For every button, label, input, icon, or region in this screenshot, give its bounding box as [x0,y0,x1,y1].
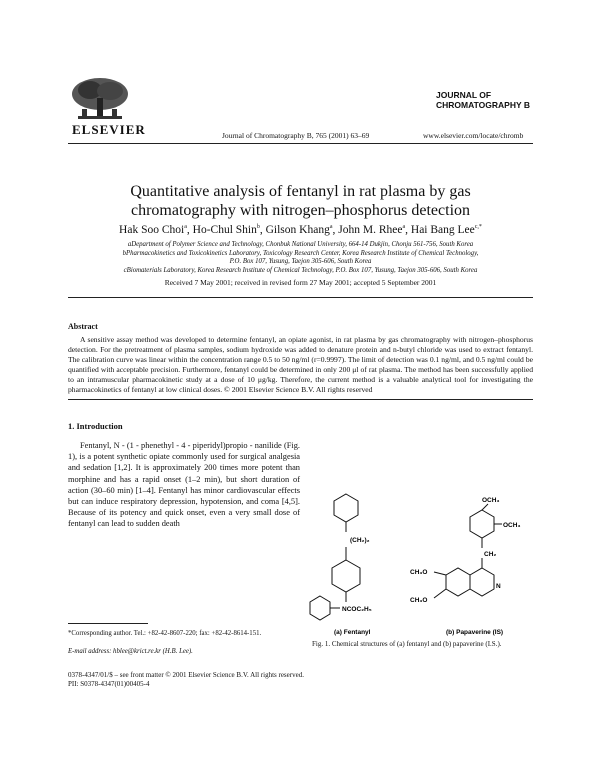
abstract-top-divider [68,297,533,298]
group-n: N [496,583,501,590]
elsevier-tree-logo [68,76,132,122]
author-name: Gilson Khang [265,224,330,236]
header-divider [68,143,533,144]
journal-name [436,90,556,110]
group-ch3o-lower: CH₃O [410,597,428,604]
author-affil-marker: b [256,224,260,231]
email-footnote: E-mail address: hblee@krict.re.kr (H.B. Lee). [68,648,193,655]
author-list: Hak Soo Choi$^a$, Ho-Chul Shin$^b$, Gilson Khang$^a$, John M. Rhee$^a$, Hai Bang Lee$^{c,*}$ [119,224,482,236]
figure-label-fentanyl: (a) Fentanyl [334,629,371,636]
author-affil-marker: c,* [474,224,482,231]
group-ch2-2: (CH₂)₂ [350,537,370,544]
journal-citation: Journal of Chromatography B, 765 (2001) 63–69 [222,131,370,140]
group-ch3o-upper: CH₃O [410,569,428,576]
front-matter-line1: 0378-4347/01/$ – see front matter © 2001 Elsevier Science B.V. All rights reserved. [68,671,304,679]
group-ncoc2h5: NCOC₂H₅ [342,606,372,613]
journal-url[interactable]: www.elsevier.com/locate/chromb [423,131,524,140]
group-ch2: CH₂ [484,551,497,558]
article-title [68,182,533,220]
affiliation-b: bPharmacokinetics and Toxicokinetics Laboratory, Toxicology Research Center, Korea Research Institute of Chemical Technology, [122,250,479,257]
figure-label-papaverine: (b) Papaverine (IS) [446,629,504,636]
abstract-bottom-divider [68,399,533,400]
introduction-body: Fentanyl, N - (1 - phenethyl - 4 - piperidyl)propio - nanilide (Fig. 1), is a potent synthetic opiate commonly used for surgical analgesia and sedation [1,2]. It is approximately 200 times more potent than morphine and has a rapid onset (1–2 min), but short duration of action (30–60 min) [1–4]. Fentanyl has minor cardiovascular effects but can induce respiratory depression, hypotension, and coma [4,5]. Because of its potency and quick onset, even a very small dose of fentanyl can lead to sudden death [68,441,300,529]
journal-name-line2: CHROMATOGRAPHY B [436,100,530,110]
front-matter-pii: PII: S0378-4347(01)00405-4 [68,680,150,688]
author-affil-marker: a [402,224,406,231]
received-dates: Received 7 May 2001; received in revised form 27 May 2001; accepted 5 September 2001 [164,278,437,287]
title-line1: Quantitative analysis of fentanyl in rat plasma by gas [130,183,471,200]
abstract-heading: Abstract [68,322,98,331]
title-line2: chromatography with nitrogen–phosphorus detection [130,202,471,219]
footnote-divider [68,623,148,624]
fentanyl-structure [310,494,360,620]
abstract-body: A sensitive assay method was developed to determine fentanyl, an opiate agonist, in rat plasma by gas chromatography with nitrogen–phosphorus detection. For the pretreatment of plasma samples, sodium hydroxide was added to denature protein and n-butyl chloride was used to extract fentanyl. The calibration curve was linear within the concentration range 0.5 to 50 ng/ml (r=0.9997). The limit of detection was 0.1 ng/ml, and 0.5 ng/ml could be quantified with acceptable precision. Furthermore, fentanyl could be determined in only 200 μl of rat plasma. The method has been successfully applied to an intramuscular pharmacokinetic study at a dose of 10 μg/kg. Therefore, the current method is a valuable analytical tool for investigating the pharmacokinetics of fentanyl at low clinical doses. © 2001 Elsevier Science B.V. All rights reserved [68,335,533,395]
author-name: Hai Bang Lee [410,224,475,236]
corresponding-author-footnote: *Corresponding author. Tel.: +82-42-8607-220; fax: +82-42-8614-151. [68,630,262,637]
author-name: John M. Rhee [338,224,403,236]
affiliation-c: cBiomaterials Laboratory, Korea Research Institute of Chemical Technology, P.O. Box 107, Yusung, Taejon 305-606, South Korea [123,267,478,274]
author-affil-marker: a [184,224,187,231]
group-och3-right: OCH₃ [503,522,521,529]
figure-caption: Fig. 1. Chemical structures of (a) fentanyl and (b) papaverine (I.S.). [312,640,502,648]
author-name: Ho-Chul Shin [192,224,257,236]
affiliation-a: aDepartment of Polymer Science and Technology, Chonbuk National University, 664-14 Dukjin, Chonju 561-756, South Korea [127,241,474,248]
author-affil-marker: a [329,224,333,231]
affiliation-b-cont: P.O. Box 107, Yusung, Taejon 305-606, South Korea [229,258,372,265]
journal-name-line1: JOURNAL OF [436,90,492,100]
author-name: Hak Soo Choi [119,224,185,236]
publisher-name: ELSEVIER [72,122,146,137]
group-och3-top: OCH₃ [482,497,500,504]
front-matter [68,671,304,689]
figure-chemical-structures [306,492,538,640]
section-heading-introduction: 1. Introduction [68,421,123,431]
